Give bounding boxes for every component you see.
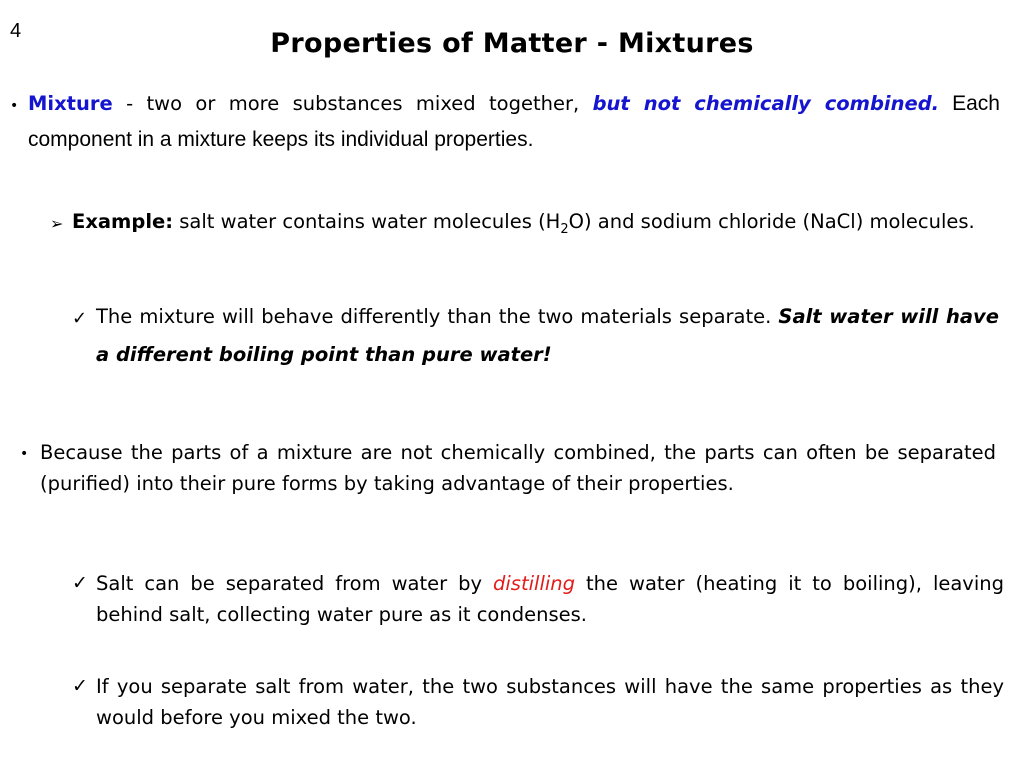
behavior-text: The mixture will behave differently than the two materials separate. bbox=[96, 305, 779, 328]
example-label: Example: bbox=[72, 210, 174, 233]
mixture-definition bbox=[28, 86, 1000, 158]
slide-title: Properties of Matter - Mixtures bbox=[270, 28, 754, 59]
definition-text: - two or more substances mixed together, bbox=[112, 92, 593, 115]
same-properties-item: If you separate salt from water, the two substances will have the same properties as they would before you mixed the two. bbox=[96, 675, 1004, 729]
separation-paragraph: Because the parts of a mixture are not chemically combined, the parts can often be separated (purified) into their pure forms by taking advantage of their properties. bbox=[40, 441, 996, 495]
distilling-item bbox=[96, 568, 1004, 630]
behavior-note bbox=[96, 298, 999, 374]
distilling-text: Salt can be separated from water by bbox=[96, 572, 494, 595]
subscript-2: 2 bbox=[560, 221, 569, 237]
slide-number: 4 bbox=[10, 20, 22, 42]
arrow-marker: ➢ bbox=[50, 214, 64, 233]
mixture-term: Mixture bbox=[28, 92, 113, 115]
check-marker: ✓ bbox=[72, 675, 88, 697]
distilling-text-2: the water (heating it to boiling), leaving behind salt, collecting water pure as it condenses. bbox=[96, 572, 1004, 626]
definition-text-2: Each component in a mixture keeps its individual properties. bbox=[28, 92, 1000, 151]
example-text: salt water contains water molecules (H bbox=[173, 210, 561, 233]
check-marker: ✓ bbox=[72, 572, 88, 594]
definition-emphasis: but not chemically combined. bbox=[592, 92, 940, 115]
boiling-point-emphasis: Salt water will have a different boiling point than pure water! bbox=[96, 305, 999, 366]
check-marker: ✓ bbox=[72, 308, 88, 329]
distilling-emphasis: distilling bbox=[493, 572, 576, 595]
bullet-marker: • bbox=[20, 446, 29, 462]
bullet-marker: • bbox=[10, 98, 19, 114]
example-item bbox=[72, 203, 990, 240]
example-text-2: O) and sodium chloride (NaCl) molecules. bbox=[568, 210, 975, 233]
